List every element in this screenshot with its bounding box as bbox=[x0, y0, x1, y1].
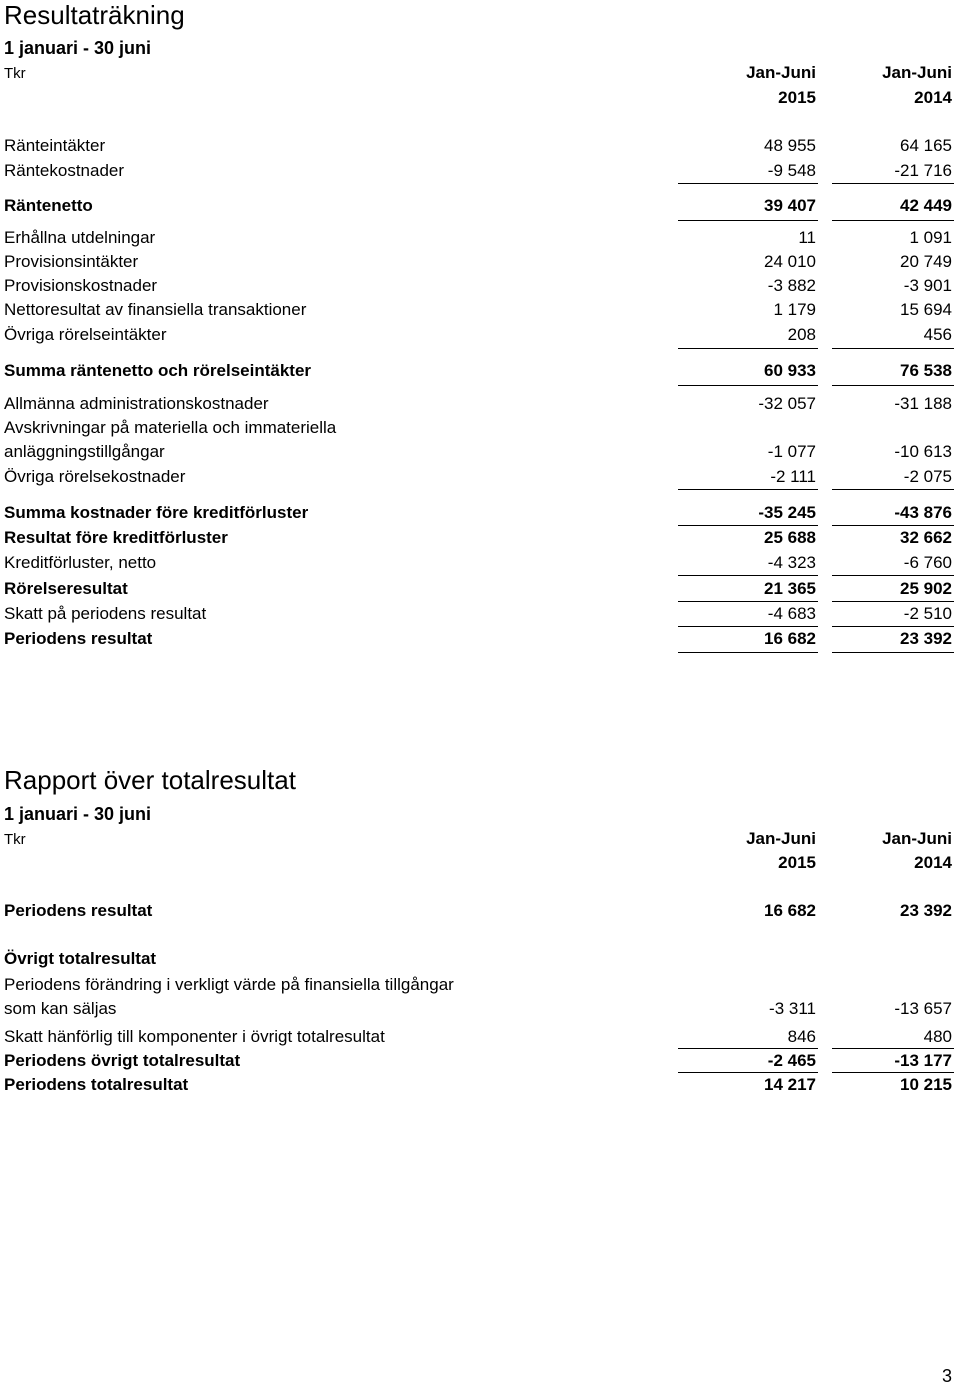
column-year-2014: 2014 bbox=[914, 88, 952, 107]
subtotal-rule bbox=[678, 1072, 818, 1073]
row-label: Nettoresultat av finansiella transaktioner bbox=[4, 300, 307, 319]
value-2014: -43 876 bbox=[894, 503, 952, 522]
row-label: Skatt hänförlig till komponenter i övrigt totalresultat bbox=[4, 1027, 385, 1046]
value-2014: 25 902 bbox=[900, 579, 952, 598]
value-2015: -1 077 bbox=[767, 442, 816, 461]
table-row bbox=[0, 466, 960, 488]
value-2015: 24 010 bbox=[764, 252, 816, 271]
value-2015: 25 688 bbox=[764, 528, 816, 547]
column-year-2015: 2015 bbox=[778, 853, 816, 872]
table-row bbox=[0, 299, 960, 321]
subtotal-rule bbox=[832, 385, 954, 386]
value-2014: -21 716 bbox=[894, 161, 952, 180]
subtotal-rule bbox=[678, 183, 818, 184]
subtotal-rule bbox=[832, 348, 954, 349]
value-2014: 64 165 bbox=[900, 136, 952, 155]
value-2015: 21 365 bbox=[764, 579, 816, 598]
subtotal-rule bbox=[832, 489, 954, 490]
value-2015: 14 217 bbox=[764, 1075, 816, 1094]
row-label: Periodens totalresultat bbox=[4, 1075, 189, 1094]
row-label: Övriga rörelsekostnader bbox=[4, 467, 186, 486]
column-year-2015: 2015 bbox=[778, 88, 816, 107]
value-2014: 23 392 bbox=[900, 901, 952, 920]
table-row bbox=[0, 227, 960, 249]
income-statement-title: Resultaträkning bbox=[4, 0, 185, 30]
value-2015: 16 682 bbox=[764, 901, 816, 920]
table-row bbox=[0, 275, 960, 297]
value-2015: 39 407 bbox=[764, 196, 816, 215]
value-2015: 208 bbox=[787, 325, 816, 344]
value-2015: -3 311 bbox=[769, 999, 816, 1018]
table-row-total bbox=[0, 1074, 960, 1096]
comprehensive-income-unit: Tkr bbox=[4, 831, 26, 848]
table-row-subtotal bbox=[0, 527, 960, 549]
row-label: Rörelseresultat bbox=[4, 579, 128, 598]
value-2015: 16 682 bbox=[764, 629, 816, 648]
value-2015: -9 548 bbox=[767, 161, 816, 180]
row-label: Räntekostnader bbox=[4, 161, 125, 180]
value-2015: -4 683 bbox=[767, 604, 816, 623]
row-label: Skatt på periodens resultat bbox=[4, 604, 207, 623]
table-row-subtotal bbox=[0, 502, 960, 524]
total-rule bbox=[832, 652, 954, 653]
value-2015: -35 245 bbox=[758, 503, 816, 522]
value-2015: 1 179 bbox=[773, 300, 816, 319]
subtotal-rule bbox=[678, 348, 818, 349]
table-row bbox=[0, 1026, 960, 1048]
table-row bbox=[0, 251, 960, 273]
table-row bbox=[0, 974, 960, 996]
value-2014: -2 075 bbox=[903, 467, 952, 486]
row-label: Summa räntenetto och rörelseintäkter bbox=[4, 361, 312, 380]
value-2015: -3 882 bbox=[767, 276, 816, 295]
subtotal-rule bbox=[678, 575, 818, 576]
table-row bbox=[0, 552, 960, 574]
row-label: Erhållna utdelningar bbox=[4, 228, 156, 247]
value-2015: 48 955 bbox=[764, 136, 816, 155]
subtotal-rule bbox=[832, 183, 954, 184]
table-row-subtotal bbox=[0, 360, 960, 382]
value-2014: 10 215 bbox=[900, 1075, 952, 1094]
value-2015: -32 057 bbox=[758, 394, 816, 413]
value-2014: 32 662 bbox=[900, 528, 952, 547]
row-label: Periodens resultat bbox=[4, 901, 153, 920]
subtotal-rule bbox=[678, 220, 818, 221]
table-row-subtotal bbox=[0, 1050, 960, 1072]
row-label: som kan säljas bbox=[4, 999, 117, 1018]
subtotal-rule bbox=[678, 525, 818, 526]
subtotal-rule bbox=[678, 385, 818, 386]
comprehensive-income-period: 1 januari - 30 juni bbox=[4, 804, 152, 824]
column-header-2014: Jan-Juni bbox=[882, 63, 952, 82]
value-2014: -13 657 bbox=[894, 999, 952, 1018]
value-2014: -3 901 bbox=[903, 276, 952, 295]
value-2014: -6 760 bbox=[903, 553, 952, 572]
subtotal-rule bbox=[832, 1048, 954, 1049]
row-label: Övrigt totalresultat bbox=[4, 949, 157, 968]
subtotal-rule bbox=[678, 626, 818, 627]
value-2014: 15 694 bbox=[900, 300, 952, 319]
table-row bbox=[0, 324, 960, 346]
value-2014: 480 bbox=[923, 1027, 952, 1046]
row-label: Provisionsintäkter bbox=[4, 252, 139, 271]
column-header-2015: Jan-Juni bbox=[746, 63, 816, 82]
table-row bbox=[0, 900, 960, 922]
table-row bbox=[0, 441, 960, 463]
row-label: Periodens förändring i verkligt värde på finansiella tillgångar bbox=[4, 975, 454, 994]
value-2014: 23 392 bbox=[900, 629, 952, 648]
table-row-subtotal bbox=[0, 195, 960, 217]
subtotal-rule bbox=[678, 601, 818, 602]
table-row-total bbox=[0, 628, 960, 650]
value-2014: 76 538 bbox=[900, 361, 952, 380]
row-label: Räntenetto bbox=[4, 196, 93, 215]
value-2014: -2 510 bbox=[903, 604, 952, 623]
row-label: Övriga rörelseintäkter bbox=[4, 325, 167, 344]
table-row bbox=[0, 603, 960, 625]
value-2015: -4 323 bbox=[767, 553, 816, 572]
column-year-2014: 2014 bbox=[914, 853, 952, 872]
value-2014: 456 bbox=[923, 325, 952, 344]
income-statement-unit: Tkr bbox=[4, 65, 26, 82]
subtotal-rule bbox=[832, 525, 954, 526]
total-rule bbox=[678, 652, 818, 653]
section-heading-row bbox=[0, 948, 960, 970]
value-2015: -2 111 bbox=[770, 467, 816, 486]
row-label: Allmänna administrationskostnader bbox=[4, 394, 269, 413]
value-2014: 1 091 bbox=[909, 228, 952, 247]
subtotal-rule bbox=[832, 220, 954, 221]
subtotal-rule bbox=[832, 601, 954, 602]
row-label: Ränteintäkter bbox=[4, 136, 106, 155]
value-2014: -13 177 bbox=[894, 1051, 952, 1070]
table-row bbox=[0, 998, 960, 1020]
row-label: Periodens resultat bbox=[4, 629, 153, 648]
table-row bbox=[0, 135, 960, 157]
row-label: Summa kostnader före kreditförluster bbox=[4, 503, 309, 522]
table-row-subtotal bbox=[0, 578, 960, 600]
value-2014: 42 449 bbox=[900, 196, 952, 215]
value-2015: -2 465 bbox=[767, 1051, 816, 1070]
row-label: Resultat före kreditförluster bbox=[4, 528, 228, 547]
table-row bbox=[0, 393, 960, 415]
column-header-2014: Jan-Juni bbox=[882, 829, 952, 848]
subtotal-rule bbox=[832, 626, 954, 627]
subtotal-rule bbox=[678, 489, 818, 490]
comprehensive-income-title: Rapport över totalresultat bbox=[4, 765, 296, 795]
income-statement-period: 1 januari - 30 juni bbox=[4, 38, 152, 58]
value-2015: 60 933 bbox=[764, 361, 816, 380]
table-row bbox=[0, 160, 960, 182]
row-label: Periodens övrigt totalresultat bbox=[4, 1051, 241, 1070]
subtotal-rule bbox=[678, 1048, 818, 1049]
row-label: Provisionskostnader bbox=[4, 276, 158, 295]
subtotal-rule bbox=[832, 575, 954, 576]
value-2015: 11 bbox=[798, 228, 816, 247]
value-2014: -31 188 bbox=[894, 394, 952, 413]
value-2014: -10 613 bbox=[894, 442, 952, 461]
page-number: 3 bbox=[941, 1366, 952, 1386]
row-label: anläggningstillgångar bbox=[4, 442, 165, 461]
subtotal-rule bbox=[832, 1072, 954, 1073]
value-2015: 846 bbox=[787, 1027, 816, 1046]
table-row bbox=[0, 417, 960, 439]
row-label: Avskrivningar på materiella och immateriella bbox=[4, 418, 337, 437]
value-2014: 20 749 bbox=[900, 252, 952, 271]
row-label: Kreditförluster, netto bbox=[4, 553, 157, 572]
column-header-2015: Jan-Juni bbox=[746, 829, 816, 848]
